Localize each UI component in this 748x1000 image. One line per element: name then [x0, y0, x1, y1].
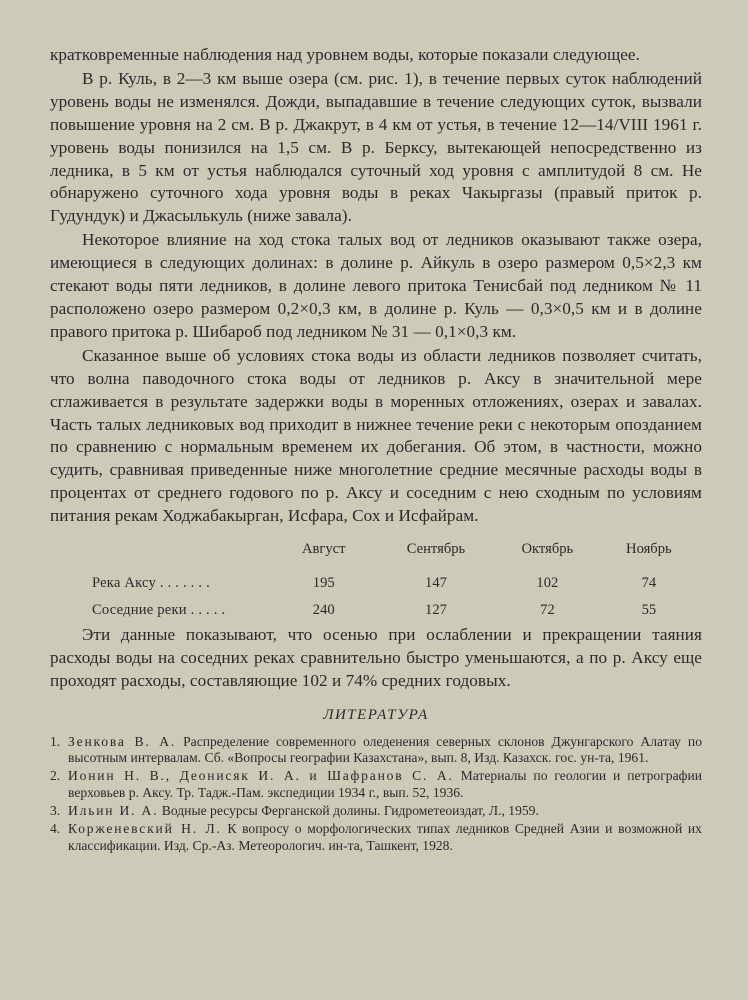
- table-cell: 147: [425, 575, 447, 592]
- header-october: Октябрь: [521, 540, 574, 557]
- table-cell: 55: [641, 602, 657, 619]
- table-header-row: [92, 536, 702, 562]
- reference-authors: Ионин Н. В., Деонисяк И. А. и Шафранов С. А.: [68, 768, 454, 784]
- table-cell: 127: [425, 602, 447, 619]
- table-cell: 74: [641, 575, 657, 592]
- reference-authors: Ильин И. А.: [68, 802, 159, 818]
- list-item: [50, 768, 702, 801]
- reference-number: 2.: [50, 768, 61, 784]
- reference-list: [50, 734, 702, 854]
- reference-number: 4.: [50, 821, 61, 837]
- table-cell: 195: [312, 575, 335, 592]
- paragraph-continued: кратковременные наблюдения над уровнем воды, которые показали следующее.: [50, 45, 640, 64]
- header-september: Сентябрь: [406, 540, 466, 557]
- list-item: [50, 734, 702, 767]
- paragraph-kul-river: В р. Куль, в 2—3 км выше озера (см. рис. 1), в течение первых суток наблюдений уровень воды не изменялся. Дожди, выпадавшие в течение следующих суток, вызвали повышение уровня на 2 см. В р. Джакрут, в 4 км от устья, в течение 12—14/VIII 1961 г. уровень воды понизился на 1,5 см. В р. Берксу, вытекающей непосредственно из ледника, в 5 км от устья наблюдался суточный ход уровня с амплитудой 8 см. Не обнаружено суточного хода уровня воды в реках Чакыргазы (правый приток р. Гудундук) и Джасылькуль (ниже завала).: [50, 68, 702, 226]
- table-cell: 72: [540, 602, 555, 619]
- paragraph-flood-wave: Сказанное выше об условиях стока воды из области ледников позволяет считать, что волна паводочного стока воды от ледников р. Аксу в значительной мере сглаживается в результате задержки воды в моренных отложениях, озерах и завалах. Часть талых ледниковых вод приходит в нижнее течение реки с некоторым опозданием по сравнению с нормальным временем их добегания. Об этом, в частности, можно судить, сравнивая приведенные ниже многолетние средние месячные расходы воды в процентах от среднего годового по р. Аксу и соседним с нею сходным по условиям питания рекам Ходжабакырган, Исфара, Сох и Исфайрам.: [50, 345, 702, 526]
- table-row: [92, 597, 702, 624]
- discharge-table: [92, 536, 702, 624]
- table-cell: 240: [312, 602, 335, 619]
- reference-text: Водные ресурсы Ферганской долины. Гидрометеоиздат, Л., 1959.: [161, 802, 539, 818]
- literature-heading: ЛИТЕРАТУРА: [323, 706, 429, 723]
- reference-authors: Зенкова В. А.: [68, 733, 177, 749]
- table-row: [92, 562, 702, 597]
- header-november: Ноябрь: [626, 540, 672, 557]
- list-item: [50, 821, 702, 854]
- row-label-aksu: Река Аксу . . . . . . .: [92, 575, 210, 592]
- reference-number: 1.: [50, 733, 61, 749]
- reference-number: 3.: [50, 802, 61, 818]
- header-august: Август: [301, 540, 346, 557]
- reference-text: Распределение современного оледенения северных склонов Джунгарского Алатау по высотным интервалам. Сб. «Вопросы географии Казахстана», вып. 8, Изд. Казахск. гос. ун-та, 1961.: [68, 733, 702, 766]
- paragraph-lakes: Некоторое влияние на ход стока талых вод от ледников оказывают также озера, имеющиеся в следующих долинах: в долине р. Айкуль в озеро размером 0,5×2,3 км стекают воды пяти ледников, в долине левого притока Тенисбай под ледником № 11 расположено озеро размером 0,2×0,3 км, в долине р. Куль — 0,3×0,5 км и в долине правого притока р. Шибароб под ледником № 31 — 0,1×0,3 км.: [50, 230, 702, 341]
- table-cell: 102: [536, 575, 559, 592]
- reference-text: Материалы по геологии и петрографии верховьев р. Аксу. Тр. Тадж.-Пам. экспедиции 1934 г., вып. 52, 1936.: [68, 768, 702, 800]
- reference-text: К вопросу о морфологических типах ледников Средней Азии и возможной их классификации. Изд. Ср.-Аз. Метеорологич. ин-та, Ташкент, 1928.: [68, 821, 702, 853]
- list-item: [50, 803, 702, 819]
- paragraph-conclusion: Эти данные показывают, что осенью при ослаблении и прекращении таяния расходы воды на соседних реках сравнительно быстро уменьшаются, а по р. Аксу еще проходят расходы, составляющие 102 и 74% средних годовых.: [50, 625, 702, 690]
- row-label-neighbors: Соседние реки . . . . .: [92, 602, 226, 619]
- reference-authors: Корженевский Н. Л.: [68, 821, 222, 837]
